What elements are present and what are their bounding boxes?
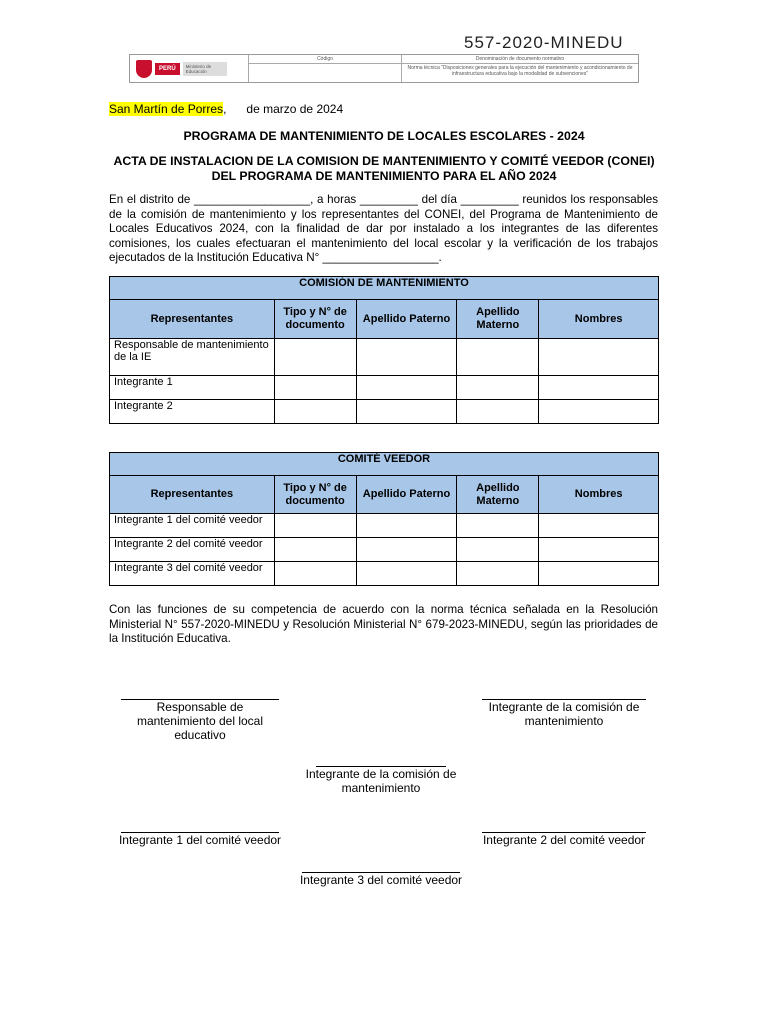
table-cell[interactable] [356,400,457,424]
table-cell[interactable] [356,538,457,562]
commission-caption: COMISIÓN DE MANTENIMIENTO [110,277,659,300]
table-cell[interactable] [356,376,457,400]
coat-of-arms-icon [136,60,152,78]
signature-block-1 [115,699,285,742]
table-cell[interactable] [457,339,539,376]
table-cell[interactable] [274,514,356,538]
committee-table [109,452,659,586]
signature-label: Integrante 2 del comité veedor [482,833,646,847]
table-cell[interactable] [457,514,539,538]
table-cell[interactable] [539,514,659,538]
row-label: Integrante 2 del comité veedor [110,538,275,562]
name-label: Denominación de documento normativo [402,55,638,64]
table-cell[interactable] [539,339,659,376]
signature-label: Integrante 3 del comité veedor [299,873,463,887]
col-header: Apellido Materno [457,300,539,339]
page-subtitle: ACTA DE INSTALACION DE LA COMISION DE MANTENIMIENTO Y COMITÉ VEEDOR (CONEI) DEL PROGRAMA DE MANTENIMIENTO PARA EL AÑO 2024 [113,154,655,183]
col-header: Nombres [539,300,659,339]
page-title: PROGRAMA DE MANTENIMIENTO DE LOCALES ESCOLARES - 2024 [183,129,585,143]
signature-block-5 [476,832,652,847]
table-cell[interactable] [457,562,539,586]
table-cell[interactable] [274,376,356,400]
table-cell[interactable] [457,376,539,400]
col-header: Apellido Materno [457,476,539,514]
table-cell[interactable] [539,400,659,424]
table-cell[interactable] [457,538,539,562]
signature-block-4 [110,832,290,847]
table-cell[interactable] [274,538,356,562]
row-label: Integrante 1 del comité veedor [110,514,275,538]
brand-label: PERÚ [155,63,180,75]
signature-block-3 [296,766,466,795]
document-header [129,54,639,83]
signature-label: Integrante de la comisión de mantenimiento [305,767,457,795]
table-cell[interactable] [356,514,457,538]
col-header: Nombres [539,476,659,514]
signature-label: Integrante de la comisión de mantenimiento [488,700,640,728]
row-label: Integrante 1 [110,376,275,400]
name-cell [402,55,638,82]
code-cell [249,55,402,82]
place-highlight: San Martín de Porres [109,102,224,116]
table-cell[interactable] [274,400,356,424]
table-cell[interactable] [539,538,659,562]
intro-paragraph: En el distrito de __________________, a horas _________ del día _________ reunidos los responsables de la comisión de mantenimiento y los representantes del CONEI, del Programa de Mantenimiento de Locales Educativos 2024, con la finalidad de dar por instalado a los integrantes de las diferentes comisiones, los cuales efectuaran el mantenimiento del local escolar y la verificación de los trabajos ejecutados de la Institución Educativa N° __________________. [109,193,658,264]
code-label: Código [249,55,401,64]
table-cell[interactable] [356,562,457,586]
signature-label: Integrante 1 del comité veedor [118,833,282,847]
commission-table [109,276,659,424]
table-cell[interactable] [457,400,539,424]
col-header: Apellido Paterno [356,300,457,339]
ministry-label: Ministerio de Educación [183,62,227,76]
row-label: Integrante 3 del comité veedor [110,562,275,586]
col-header: Representantes [110,300,275,339]
date-rest: , de marzo de 2024 [223,102,344,116]
closing-paragraph: Con las funciones de su competencia de acuerdo con la norma técnica señalada en la Resolución Ministerial N° 557-2020-MINEDU y Resolución Ministerial N° 679-2023-MINEDU, según las prioridades de la Institución Educativa. [109,603,658,645]
col-header: Tipo y N° de documento [274,476,356,514]
signature-block-6 [291,872,471,887]
row-label: Responsable de mantenimiento de la IE [110,339,275,376]
resolution-stamp: 557-2020-MINEDU [464,33,624,52]
table-cell[interactable] [356,339,457,376]
table-cell[interactable] [539,376,659,400]
signature-label: Responsable de mantenimiento del local educativo [136,700,264,742]
col-header: Representantes [110,476,275,514]
table-cell[interactable] [539,562,659,586]
committee-caption: COMITÉ VEEDOR [110,453,659,476]
date-line [109,102,343,116]
table-cell[interactable] [274,562,356,586]
row-label: Integrante 2 [110,400,275,424]
signature-block-2 [478,699,650,728]
table-cell[interactable] [274,339,356,376]
ministry-logo [130,55,249,82]
name-value: Norma técnica "Disposiciones generales para la ejecución del mantenimiento y acondicionamiento de infraestructura educativa bajo la modalidad de subvenciones" [407,65,633,77]
col-header: Apellido Paterno [356,476,457,514]
col-header: Tipo y N° de documento [274,300,356,339]
